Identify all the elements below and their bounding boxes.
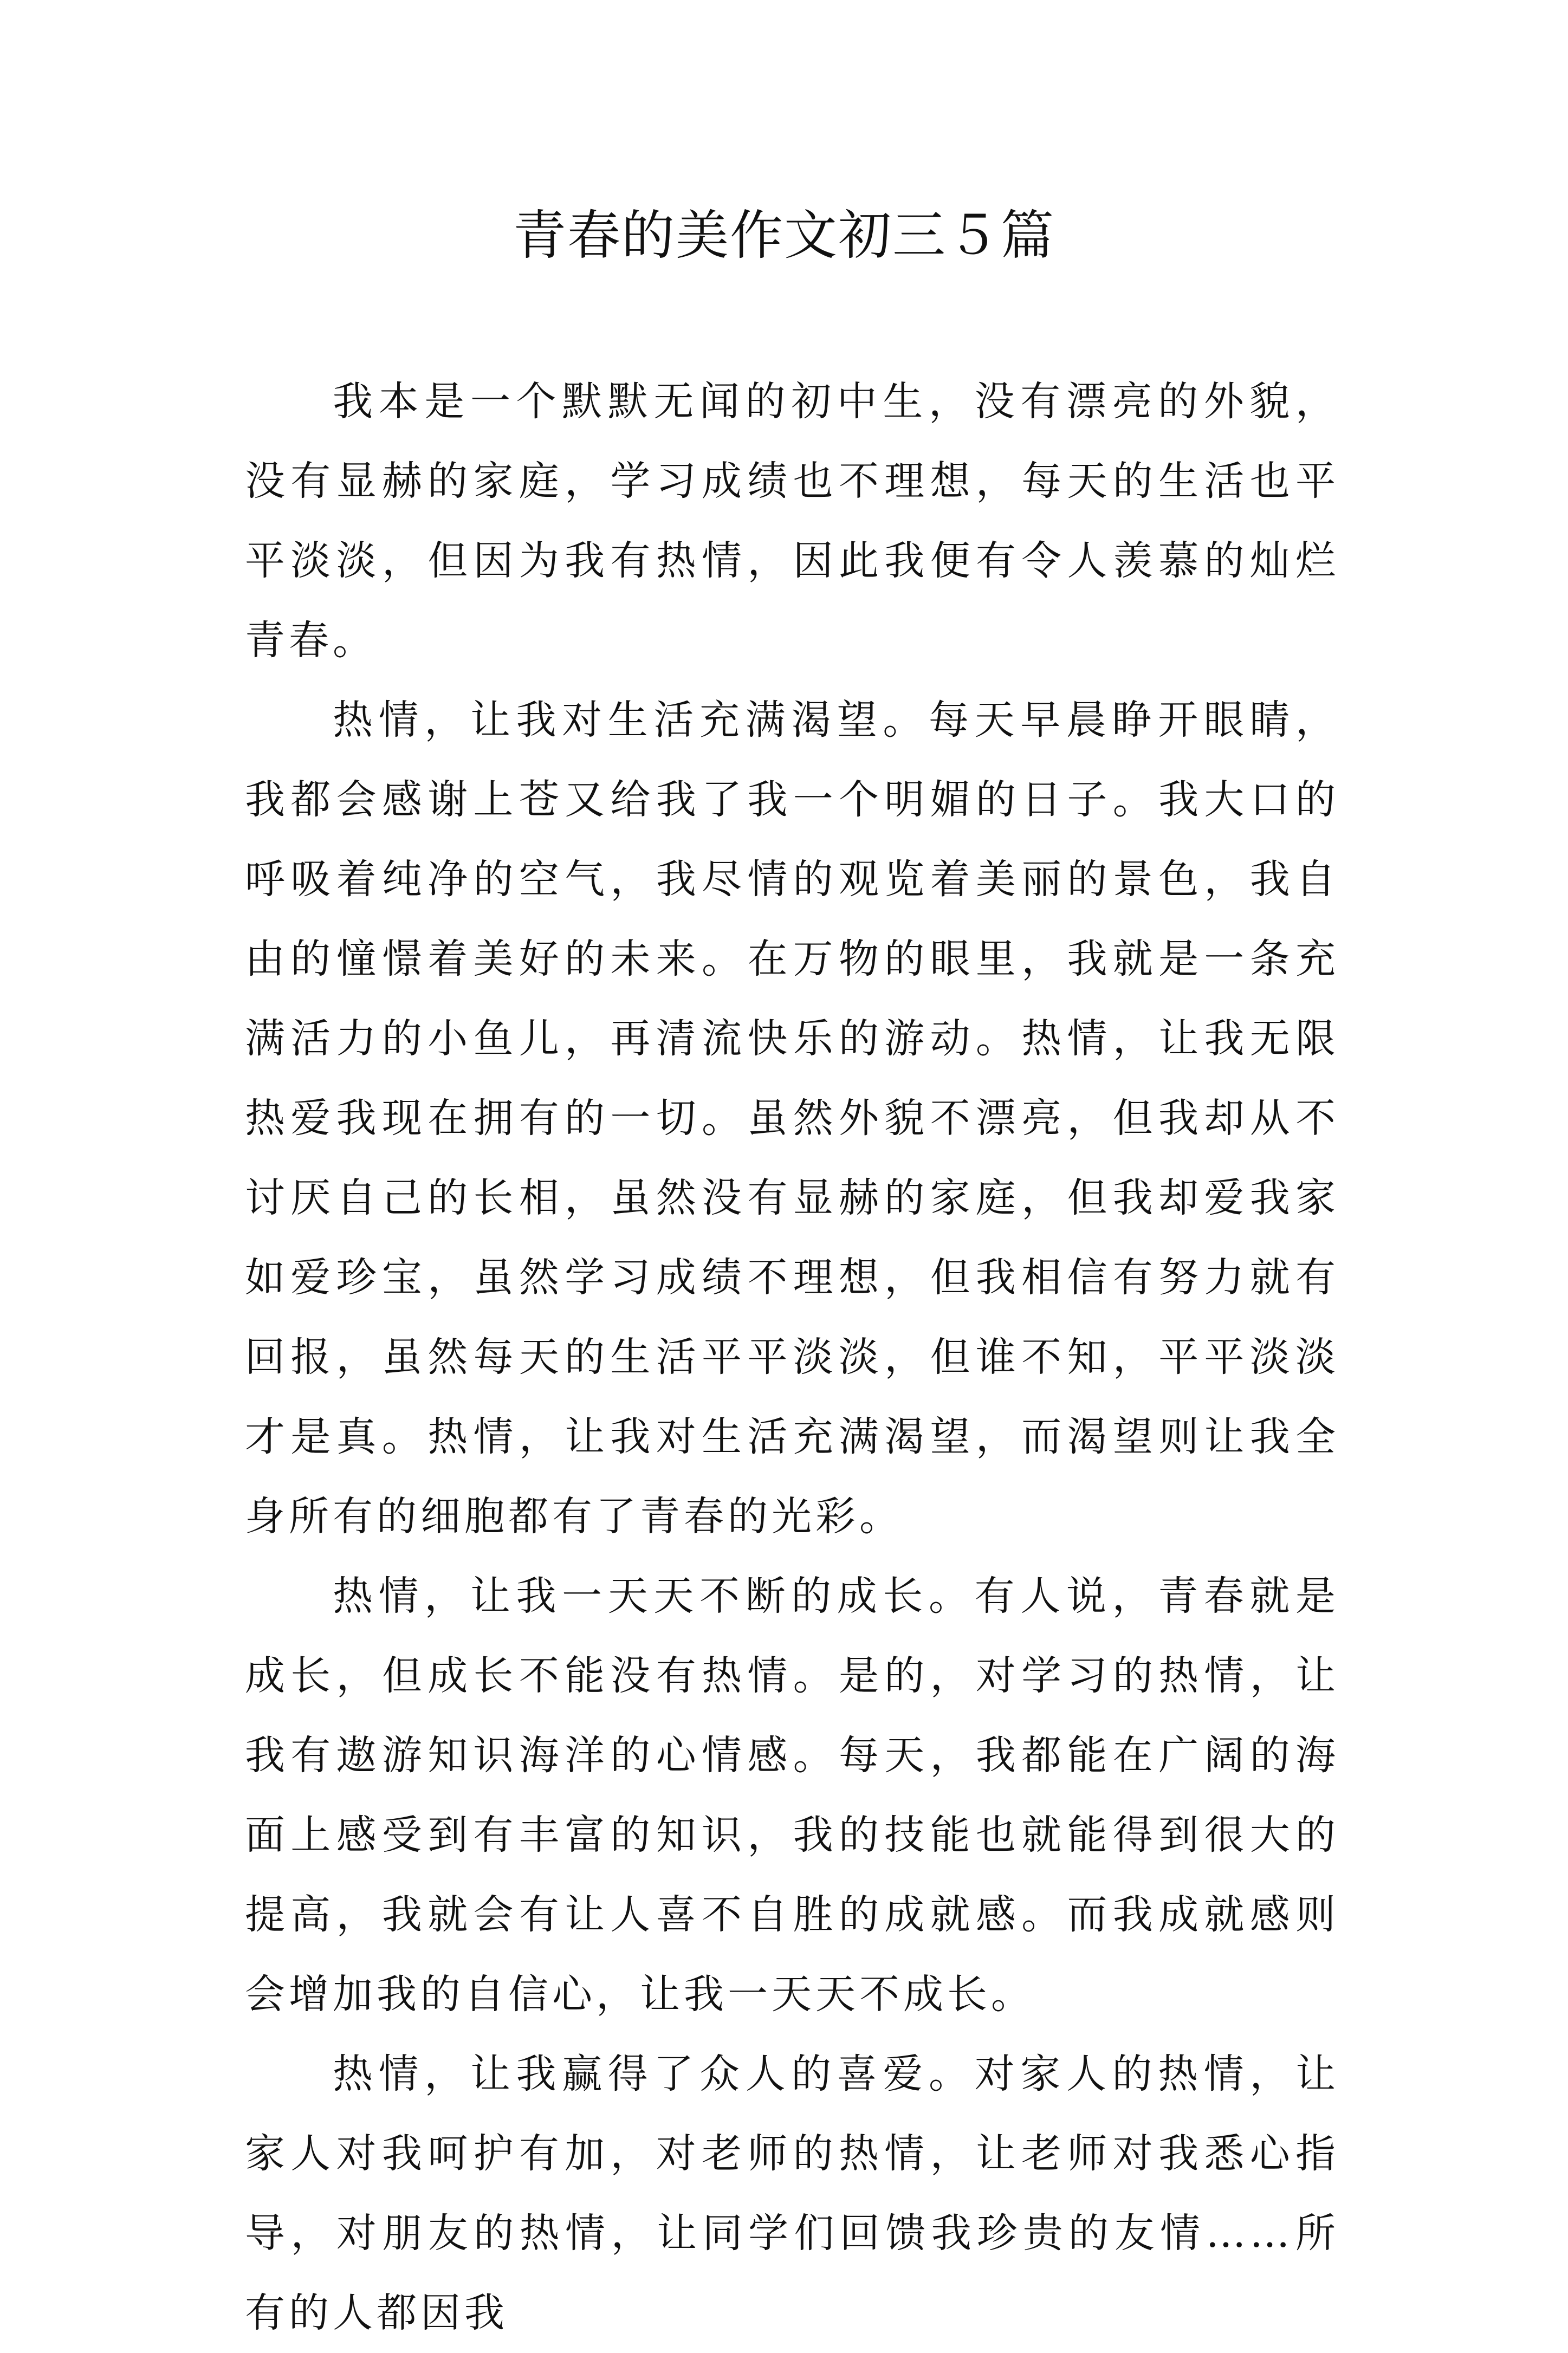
paragraph-1: 我本是一个默默无闻的初中生，没有漂亮的外貌，没有显赫的家庭，学习成绩也不理想，每天的生活也平平淡淡，但因为我有热情，因此我便有令人羡慕的灿烂青春。: [245, 378, 1339, 664]
document-title: 青春的美作文初三５篇: [513, 205, 1055, 267]
paragraph-2: 热情，让我对生活充满渴望。每天早晨睁开眼睛，我都会感谢上苍又给我了我一个明媚的日子。我大口的呼吸着纯净的空气，我尽情的观览着美丽的景色，我自由的憧憬着美好的未来。在万物的眼里，我就是一条充满活力的小鱼儿，再清流快乐的游动。热情，让我无限热爱我现在拥有的一切。虽然外貌不漂亮，但我却从不讨厌自己的长相，虽然没有显赫的家庭，但我却爱我家如爱珍宝，虽然学习成绩不理想，但我相信有努力就有回报，虽然每天的生活平平淡淡，但谁不知，平平淡淡才是真。热情，让我对生活充满渴望，而渴望则让我全身所有的细胞都有了青春的光彩。: [245, 697, 1339, 1540]
paragraph-3: 热情，让我一天天不断的成长。有人说，青春就是成长，但成长不能没有热情。是的，对学习的热情，让我有遨游知识海洋的心情感。每天，我都能在广阔的海面上感受到有丰富的知识，我的技能也就能得到很大的提高，我就会有让人喜不自胜的成就感。而我成就感则会增加我的自信心，让我一天天不成长。: [245, 1573, 1339, 2018]
document-body: [245, 362, 1339, 2353]
paragraph-4: 热情，让我赢得了众人的喜爱。对家人的热情，让家人对我呵护有加，对老师的热情，让老师对我悉心指导，对朋友的热情，让同学们回馈我珍贵的友情……所有的人都因我: [245, 2051, 1339, 2336]
